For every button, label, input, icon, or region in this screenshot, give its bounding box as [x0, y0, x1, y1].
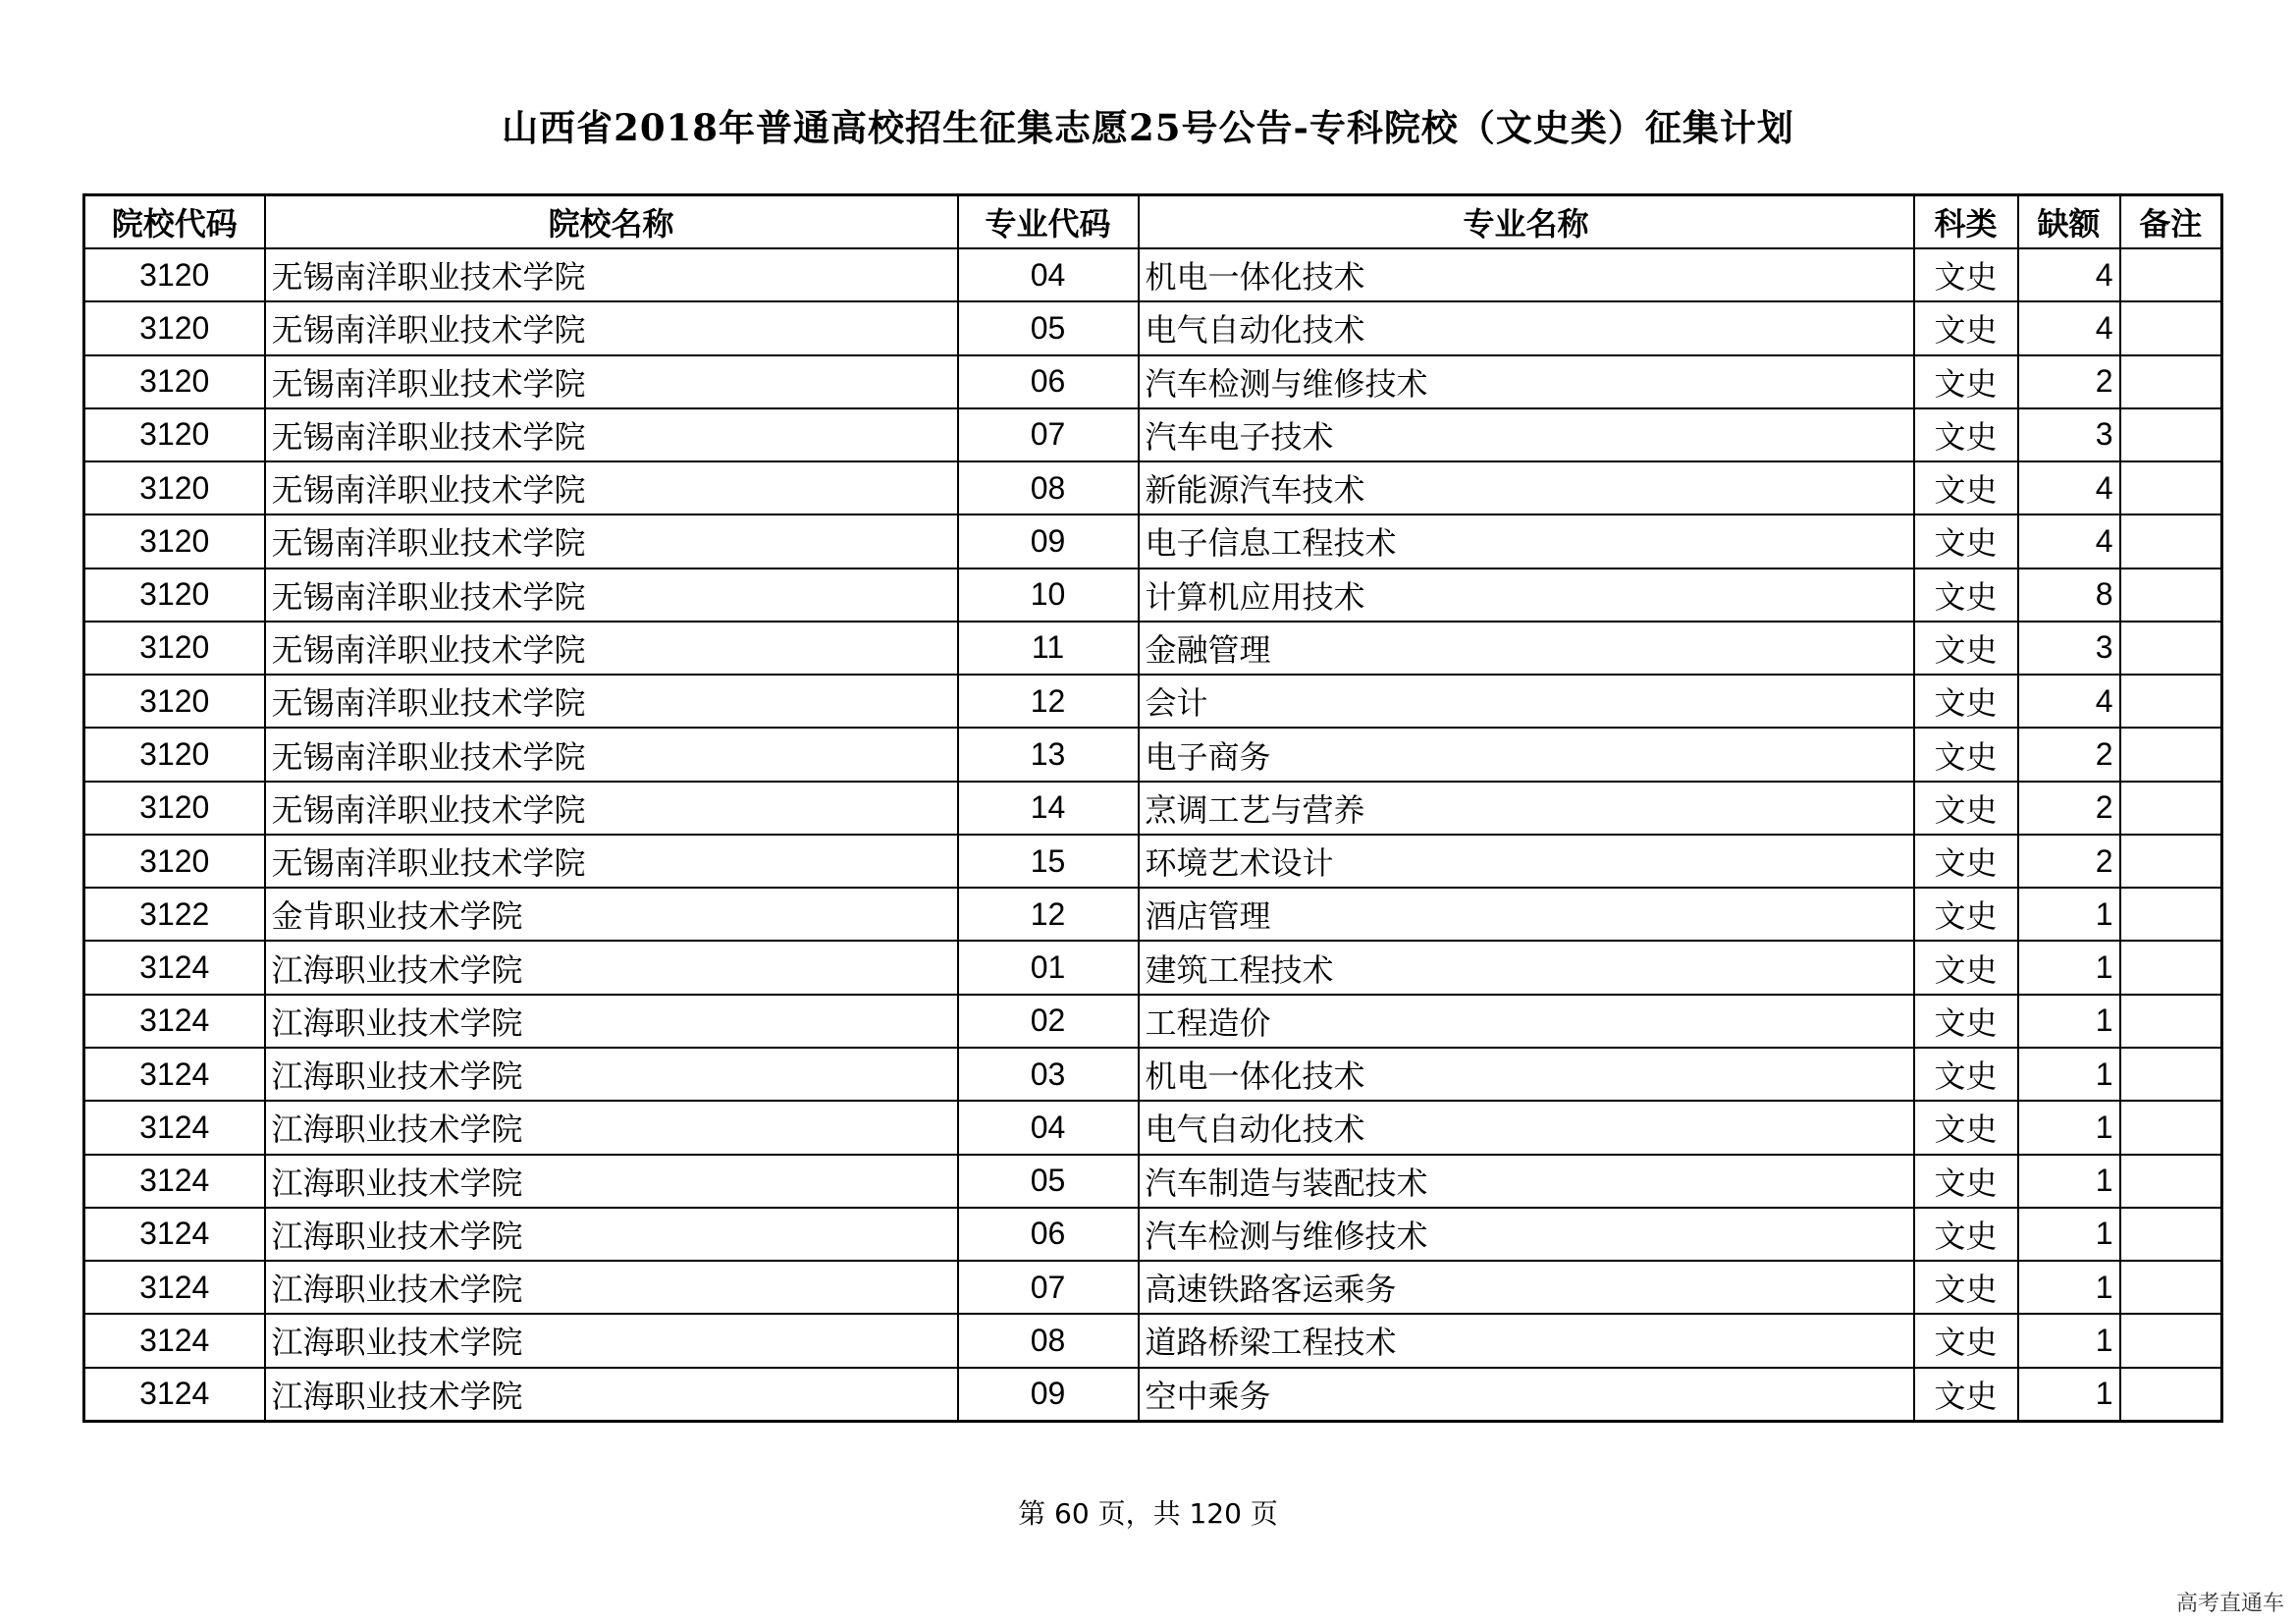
- cell-school-code: 3120: [84, 408, 265, 461]
- cell-school-name: 无锡南洋职业技术学院: [265, 408, 958, 461]
- table-row: [84, 355, 2222, 408]
- cell-category: 文史: [1914, 675, 2018, 728]
- cell-major-code: 05: [958, 1155, 1139, 1208]
- cell-major-name: 电子信息工程技术: [1139, 514, 1914, 568]
- table-row: [84, 1208, 2222, 1261]
- cell-school-code: 3124: [84, 995, 265, 1048]
- page-footer: 第 60 页，共 120 页: [1018, 1497, 1278, 1530]
- cell-major-code: 06: [958, 1208, 1139, 1261]
- cell-category: 文史: [1914, 888, 2018, 941]
- table-row: [84, 248, 2222, 301]
- cell-major-code: 06: [958, 355, 1139, 408]
- table-row: [84, 514, 2222, 568]
- cell-major-name: 空中乘务: [1139, 1368, 1914, 1422]
- cell-category: 文史: [1914, 514, 2018, 568]
- cell-vacancies: 4: [2018, 301, 2120, 354]
- cell-category: 文史: [1914, 301, 2018, 354]
- table-row: [84, 408, 2222, 461]
- cell-major-name: 计算机应用技术: [1139, 568, 1914, 622]
- cell-school-code: 3120: [84, 835, 265, 888]
- cell-category: 文史: [1914, 568, 2018, 622]
- cell-school-name: 无锡南洋职业技术学院: [265, 728, 958, 781]
- cell-remarks: [2120, 1101, 2222, 1154]
- cell-school-name: 无锡南洋职业技术学院: [265, 622, 958, 675]
- cell-remarks: [2120, 675, 2222, 728]
- cell-major-name: 汽车电子技术: [1139, 408, 1914, 461]
- cell-school-code: 3120: [84, 461, 265, 514]
- cell-major-code: 08: [958, 461, 1139, 514]
- cell-school-code: 3120: [84, 728, 265, 781]
- cell-school-name: 无锡南洋职业技术学院: [265, 514, 958, 568]
- cell-remarks: [2120, 622, 2222, 675]
- cell-school-code: 3124: [84, 1208, 265, 1261]
- cell-category: 文史: [1914, 408, 2018, 461]
- cell-school-code: 3124: [84, 1368, 265, 1422]
- cell-vacancies: 1: [2018, 1314, 2120, 1367]
- cell-school-name: 江海职业技术学院: [265, 1155, 958, 1208]
- cell-major-name: 建筑工程技术: [1139, 941, 1914, 994]
- cell-remarks: [2120, 995, 2222, 1048]
- cell-remarks: [2120, 835, 2222, 888]
- cell-vacancies: 4: [2018, 675, 2120, 728]
- cell-vacancies: 8: [2018, 568, 2120, 622]
- cell-school-name: 无锡南洋职业技术学院: [265, 675, 958, 728]
- cell-school-code: 3120: [84, 355, 265, 408]
- cell-school-name: 江海职业技术学院: [265, 1314, 958, 1367]
- table-row: [84, 1155, 2222, 1208]
- table-row: [84, 995, 2222, 1048]
- cell-school-code: 3120: [84, 301, 265, 354]
- header-remarks: 备注: [2120, 195, 2222, 249]
- cell-category: 文史: [1914, 1101, 2018, 1154]
- cell-category: 文史: [1914, 1155, 2018, 1208]
- cell-major-name: 机电一体化技术: [1139, 1048, 1914, 1101]
- cell-vacancies: 2: [2018, 782, 2120, 835]
- table-row: [84, 1048, 2222, 1101]
- cell-category: 文史: [1914, 1048, 2018, 1101]
- cell-major-name: 汽车检测与维修技术: [1139, 1208, 1914, 1261]
- cell-remarks: [2120, 1261, 2222, 1314]
- cell-vacancies: 1: [2018, 888, 2120, 941]
- cell-vacancies: 2: [2018, 728, 2120, 781]
- cell-major-code: 12: [958, 888, 1139, 941]
- cell-major-name: 高速铁路客运乘务: [1139, 1261, 1914, 1314]
- cell-major-code: 10: [958, 568, 1139, 622]
- cell-major-code: 04: [958, 1101, 1139, 1154]
- cell-major-name: 汽车制造与装配技术: [1139, 1155, 1914, 1208]
- cell-major-name: 酒店管理: [1139, 888, 1914, 941]
- cell-major-code: 09: [958, 514, 1139, 568]
- cell-major-name: 电气自动化技术: [1139, 1101, 1914, 1154]
- cell-school-name: 金肯职业技术学院: [265, 888, 958, 941]
- document-title: 山西省2018年普通高校招生征集志愿25号公告-专科院校（文史类）征集计划: [502, 106, 1794, 149]
- cell-category: 文史: [1914, 248, 2018, 301]
- cell-major-code: 08: [958, 1314, 1139, 1367]
- cell-school-name: 江海职业技术学院: [265, 1368, 958, 1422]
- cell-vacancies: 3: [2018, 622, 2120, 675]
- cell-vacancies: 4: [2018, 248, 2120, 301]
- cell-remarks: [2120, 301, 2222, 354]
- cell-major-name: 环境艺术设计: [1139, 835, 1914, 888]
- cell-remarks: [2120, 1155, 2222, 1208]
- cell-remarks: [2120, 728, 2222, 781]
- cell-major-name: 工程造价: [1139, 995, 1914, 1048]
- cell-major-name: 机电一体化技术: [1139, 248, 1914, 301]
- table-row: [84, 675, 2222, 728]
- cell-school-code: 3124: [84, 1155, 265, 1208]
- table-row: [84, 888, 2222, 941]
- cell-school-name: 无锡南洋职业技术学院: [265, 301, 958, 354]
- cell-category: 文史: [1914, 995, 2018, 1048]
- cell-major-name: 新能源汽车技术: [1139, 461, 1914, 514]
- cell-school-code: 3124: [84, 1261, 265, 1314]
- cell-vacancies: 3: [2018, 408, 2120, 461]
- cell-category: 文史: [1914, 355, 2018, 408]
- table-row: [84, 461, 2222, 514]
- cell-school-code: 3120: [84, 622, 265, 675]
- cell-vacancies: 1: [2018, 1261, 2120, 1314]
- cell-category: 文史: [1914, 941, 2018, 994]
- cell-vacancies: 1: [2018, 1048, 2120, 1101]
- cell-category: 文史: [1914, 1314, 2018, 1367]
- cell-category: 文史: [1914, 835, 2018, 888]
- cell-school-code: 3120: [84, 248, 265, 301]
- cell-vacancies: 1: [2018, 995, 2120, 1048]
- cell-major-name: 汽车检测与维修技术: [1139, 355, 1914, 408]
- header-school-code: 院校代码: [84, 195, 265, 249]
- cell-school-code: 3120: [84, 568, 265, 622]
- table-header-row: [84, 195, 2222, 249]
- cell-remarks: [2120, 248, 2222, 301]
- cell-school-code: 3122: [84, 888, 265, 941]
- cell-school-name: 无锡南洋职业技术学院: [265, 461, 958, 514]
- cell-vacancies: 4: [2018, 514, 2120, 568]
- cell-major-name: 道路桥梁工程技术: [1139, 1314, 1914, 1367]
- cell-major-code: 01: [958, 941, 1139, 994]
- cell-major-code: 04: [958, 248, 1139, 301]
- cell-vacancies: 1: [2018, 1208, 2120, 1261]
- cell-category: 文史: [1914, 728, 2018, 781]
- cell-remarks: [2120, 408, 2222, 461]
- cell-major-name: 会计: [1139, 675, 1914, 728]
- cell-major-name: 烹调工艺与营养: [1139, 782, 1914, 835]
- cell-major-name: 电气自动化技术: [1139, 301, 1914, 354]
- table-row: [84, 1314, 2222, 1367]
- cell-category: 文史: [1914, 782, 2018, 835]
- cell-vacancies: 1: [2018, 941, 2120, 994]
- cell-vacancies: 1: [2018, 1368, 2120, 1422]
- cell-remarks: [2120, 514, 2222, 568]
- cell-school-name: 江海职业技术学院: [265, 995, 958, 1048]
- cell-school-name: 无锡南洋职业技术学院: [265, 248, 958, 301]
- cell-category: 文史: [1914, 1208, 2018, 1261]
- table-row: [84, 1101, 2222, 1154]
- header-major-name: 专业名称: [1139, 195, 1914, 249]
- table-body: [84, 248, 2222, 1422]
- cell-remarks: [2120, 1048, 2222, 1101]
- table-row: [84, 941, 2222, 994]
- cell-remarks: [2120, 1314, 2222, 1367]
- cell-school-code: 3120: [84, 675, 265, 728]
- cell-school-code: 3120: [84, 782, 265, 835]
- cell-major-code: 07: [958, 1261, 1139, 1314]
- cell-school-code: 3124: [84, 1314, 265, 1367]
- cell-major-code: 07: [958, 408, 1139, 461]
- cell-school-name: 江海职业技术学院: [265, 941, 958, 994]
- enrollment-plan-table: [82, 193, 2223, 1423]
- cell-remarks: [2120, 355, 2222, 408]
- cell-remarks: [2120, 461, 2222, 514]
- cell-vacancies: 2: [2018, 835, 2120, 888]
- table-row: [84, 782, 2222, 835]
- cell-school-name: 江海职业技术学院: [265, 1048, 958, 1101]
- cell-major-code: 02: [958, 995, 1139, 1048]
- cell-remarks: [2120, 1208, 2222, 1261]
- cell-major-name: 金融管理: [1139, 622, 1914, 675]
- cell-major-code: 09: [958, 1368, 1139, 1422]
- cell-school-name: 无锡南洋职业技术学院: [265, 568, 958, 622]
- cell-school-name: 江海职业技术学院: [265, 1101, 958, 1154]
- cell-school-code: 3124: [84, 1101, 265, 1154]
- cell-remarks: [2120, 888, 2222, 941]
- cell-school-name: 无锡南洋职业技术学院: [265, 835, 958, 888]
- header-major-code: 专业代码: [958, 195, 1139, 249]
- cell-category: 文史: [1914, 1261, 2018, 1314]
- table-row: [84, 301, 2222, 354]
- table-row: [84, 728, 2222, 781]
- table-row: [84, 622, 2222, 675]
- header-category: 科类: [1914, 195, 2018, 249]
- cell-major-code: 13: [958, 728, 1139, 781]
- cell-vacancies: 1: [2018, 1155, 2120, 1208]
- cell-school-name: 江海职业技术学院: [265, 1261, 958, 1314]
- cell-remarks: [2120, 941, 2222, 994]
- cell-major-code: 14: [958, 782, 1139, 835]
- cell-remarks: [2120, 1368, 2222, 1422]
- cell-major-code: 15: [958, 835, 1139, 888]
- cell-school-name: 无锡南洋职业技术学院: [265, 782, 958, 835]
- cell-school-code: 3124: [84, 1048, 265, 1101]
- cell-school-code: 3124: [84, 941, 265, 994]
- table-row: [84, 1368, 2222, 1422]
- watermark: 高考直通车: [2175, 1592, 2284, 1616]
- header-vacancies: 缺额: [2018, 195, 2120, 249]
- table-row: [84, 1261, 2222, 1314]
- table-row: [84, 835, 2222, 888]
- cell-category: 文史: [1914, 622, 2018, 675]
- cell-school-code: 3120: [84, 514, 265, 568]
- cell-major-code: 12: [958, 675, 1139, 728]
- table-row: [84, 568, 2222, 622]
- header-school-name: 院校名称: [265, 195, 958, 249]
- cell-vacancies: 2: [2018, 355, 2120, 408]
- cell-category: 文史: [1914, 1368, 2018, 1422]
- cell-vacancies: 4: [2018, 461, 2120, 514]
- cell-school-name: 江海职业技术学院: [265, 1208, 958, 1261]
- cell-major-code: 11: [958, 622, 1139, 675]
- cell-remarks: [2120, 782, 2222, 835]
- cell-category: 文史: [1914, 461, 2018, 514]
- cell-major-code: 05: [958, 301, 1139, 354]
- cell-major-name: 电子商务: [1139, 728, 1914, 781]
- cell-vacancies: 1: [2018, 1101, 2120, 1154]
- cell-remarks: [2120, 568, 2222, 622]
- cell-major-code: 03: [958, 1048, 1139, 1101]
- cell-school-name: 无锡南洋职业技术学院: [265, 355, 958, 408]
